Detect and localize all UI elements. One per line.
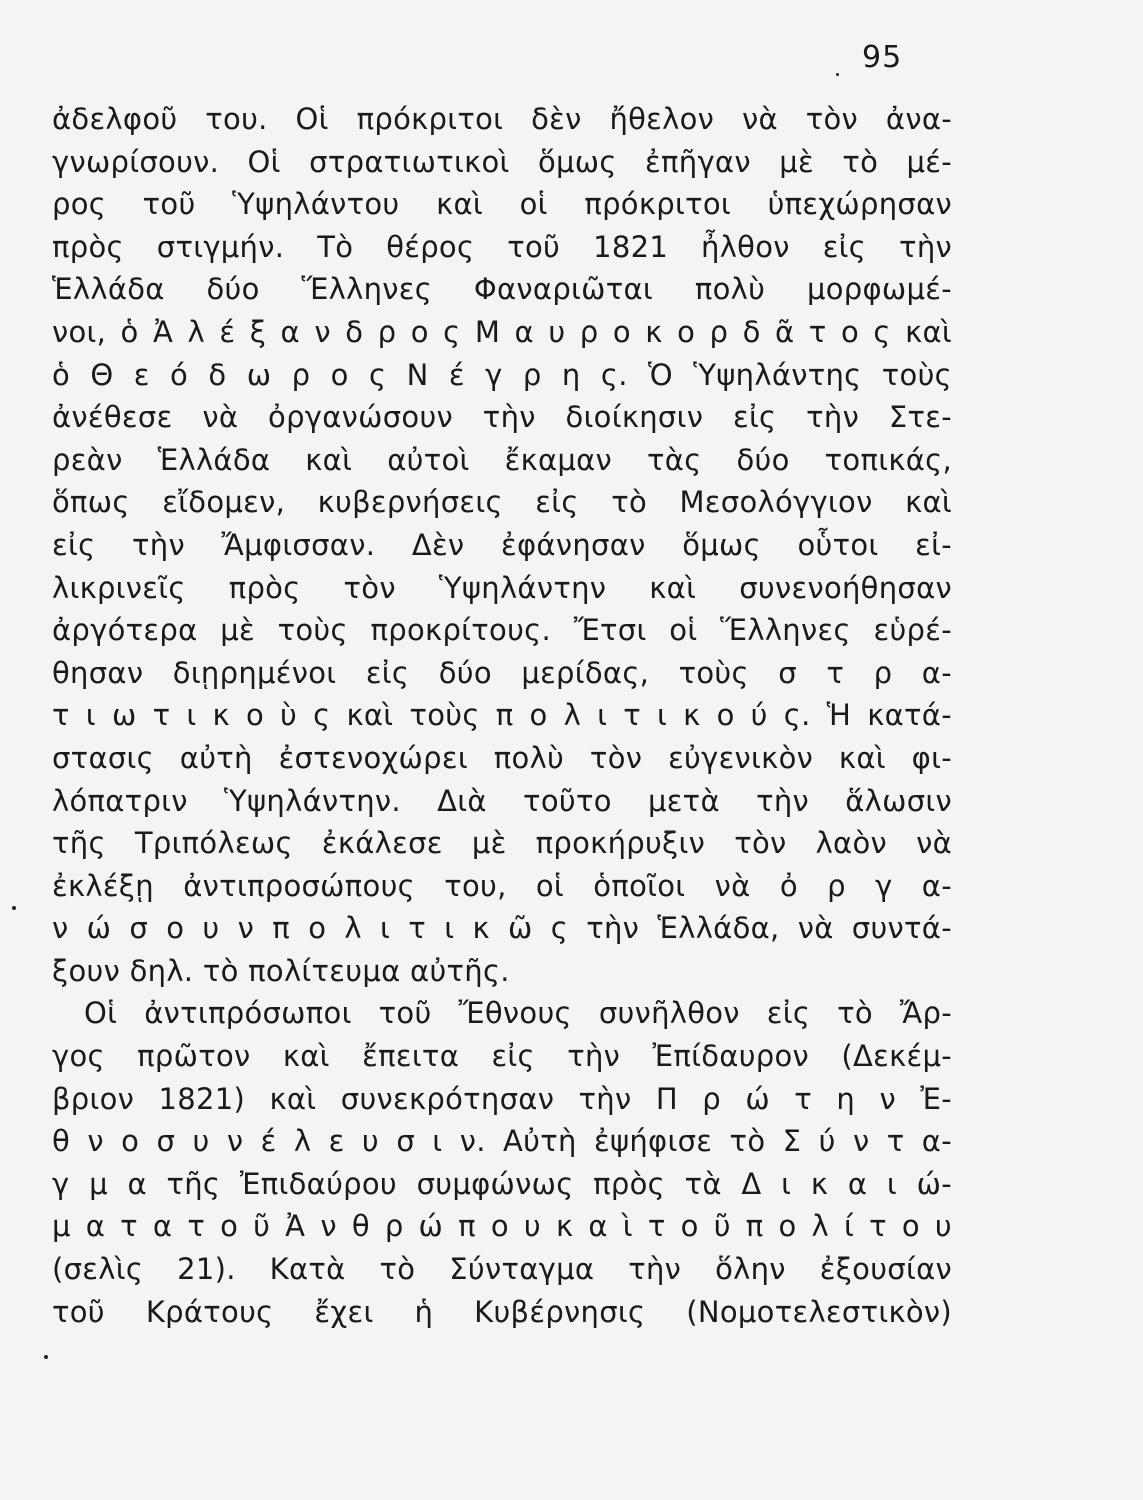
text-line: γνωρίσουν. Οἱ στρατιωτικοὶ ὅμως ἐπῆγαν μὲ τὸ μέ- <box>52 144 952 179</box>
text-line: τοῦ Κράτους ἔχει ἡ Κυβέρνησις (Νομοτελεστικὸν) <box>52 1294 952 1329</box>
text-line: ὅπως εἴδομεν, κυβερνήσεις εἰς τὸ Μεσολόγγιον καὶ <box>52 485 952 520</box>
text-line: λόπατριν Ὑψηλάντην. Διὰ τοῦτο μετὰ τὴν ἅλωσιν <box>52 783 952 818</box>
text-line: θ ν ο σ υ ν έ λ ε υ σ ι ν. Αὐτὴ ἐψήφισε τὸ Σ ύ ν τ α- <box>52 1124 952 1159</box>
paragraph-start-line: Οἱ ἀντιπρόσωποι τοῦ Ἔθνους συνῆλθον εἰς τὸ Ἄρ- <box>84 996 952 1031</box>
text-line: στασις αὐτὴ ἐστενοχώρει πολὺ τὸν εὐγενικὸν καὶ φι- <box>52 740 952 775</box>
text-line: τῆς Τριπόλεως ἐκάλεσε μὲ προκήρυξιν τὸν λαὸν νὰ <box>52 826 952 861</box>
text-line: πρὸς στιγμήν. Τὸ θέρος τοῦ 1821 ἦλθον εἰς τὴν <box>52 229 952 264</box>
print-speck <box>836 73 839 76</box>
text-line: ρος τοῦ Ὑψηλάντου καὶ οἱ πρόκριτοι ὑπεχώρησαν <box>52 187 952 222</box>
text-line: εἰς τὴν Ἄμφισσαν. Δὲν ἐφάνησαν ὅμως οὗτοι εἰ- <box>52 527 952 562</box>
text-line: βριον 1821) καὶ συνεκρότησαν τὴν Π ρ ώ τ η ν Ἐ- <box>52 1081 952 1116</box>
text-line: γ μ α τῆς Ἐπιδαύρου συμφώνως πρὸς τὰ Δ ι κ α ι ώ- <box>52 1166 952 1201</box>
text-line: ν ώ σ ο υ ν π ο λ ι τ ι κ ῶ ς τὴν Ἑλλάδα, νὰ συντά- <box>52 911 952 946</box>
text-line: ἐκλέξῃ ἀντιπροσώπους του, οἱ ὁποῖοι νὰ ὀ ρ γ α- <box>52 868 952 903</box>
text-line: ὁ Θ ε ό δ ω ρ ο ς Ν έ γ ρ η ς. Ὁ Ὑψηλάντης τοὺς <box>52 357 952 392</box>
page-number: 95 <box>862 40 903 75</box>
text-line: ρεὰν Ἑλλάδα καὶ αὐτοὶ ἔκαμαν τὰς δύο τοπικάς, <box>52 442 952 477</box>
body-text <box>52 98 952 1333</box>
print-speck <box>12 906 16 910</box>
text-line: Ἑλλάδα δύο Ἕλληνες Φαναριῶται πολὺ μορφωμέ- <box>52 272 952 307</box>
text-line: θησαν διῃρημένοι εἰς δύο μερίδας, τοὺς σ τ ρ α- <box>52 655 952 690</box>
text-line: ἀργότερα μὲ τοὺς προκρίτους. Ἔτσι οἱ Ἕλληνες εὑρέ- <box>52 613 952 648</box>
text-line: γος πρῶτον καὶ ἔπειτα εἰς τὴν Ἐπίδαυρον (Δεκέμ- <box>52 1039 952 1074</box>
text-line: τ ι ω τ ι κ ο ὺ ς καὶ τοὺς π ο λ ι τ ι κ ο ύ ς. Ἡ κατά- <box>52 698 952 733</box>
text-line: ἀνέθεσε νὰ ὀργανώσουν τὴν διοίκησιν εἰς τὴν Στε- <box>52 400 952 435</box>
print-speck <box>44 1355 48 1359</box>
text-line: λικρινεῖς πρὸς τὸν Ὑψηλάντην καὶ συνενοήθησαν <box>52 570 952 605</box>
text-line: ἀδελφοῦ του. Οἱ πρόκριτοι δὲν ἤθελον νὰ τὸν ἀνα- <box>52 102 952 136</box>
text-line: (σελὶς 21). Κατὰ τὸ Σύνταγμα τὴν ὅλην ἐξουσίαν <box>52 1252 952 1287</box>
paragraph-end-line: ξουν δηλ. τὸ πολίτευμα αὐτῆς. <box>52 953 510 988</box>
text-line: μ α τ α τ ο ῦ Ἀ ν θ ρ ώ π ο υ κ α ὶ τ ο ῦ π ο λ ί τ ο υ <box>52 1209 952 1244</box>
text-line: νοι, ὁ Ἀ λ έ ξ α ν δ ρ ο ς Μ α υ ρ ο κ ο ρ δ ᾶ τ ο ς καὶ <box>52 314 952 349</box>
